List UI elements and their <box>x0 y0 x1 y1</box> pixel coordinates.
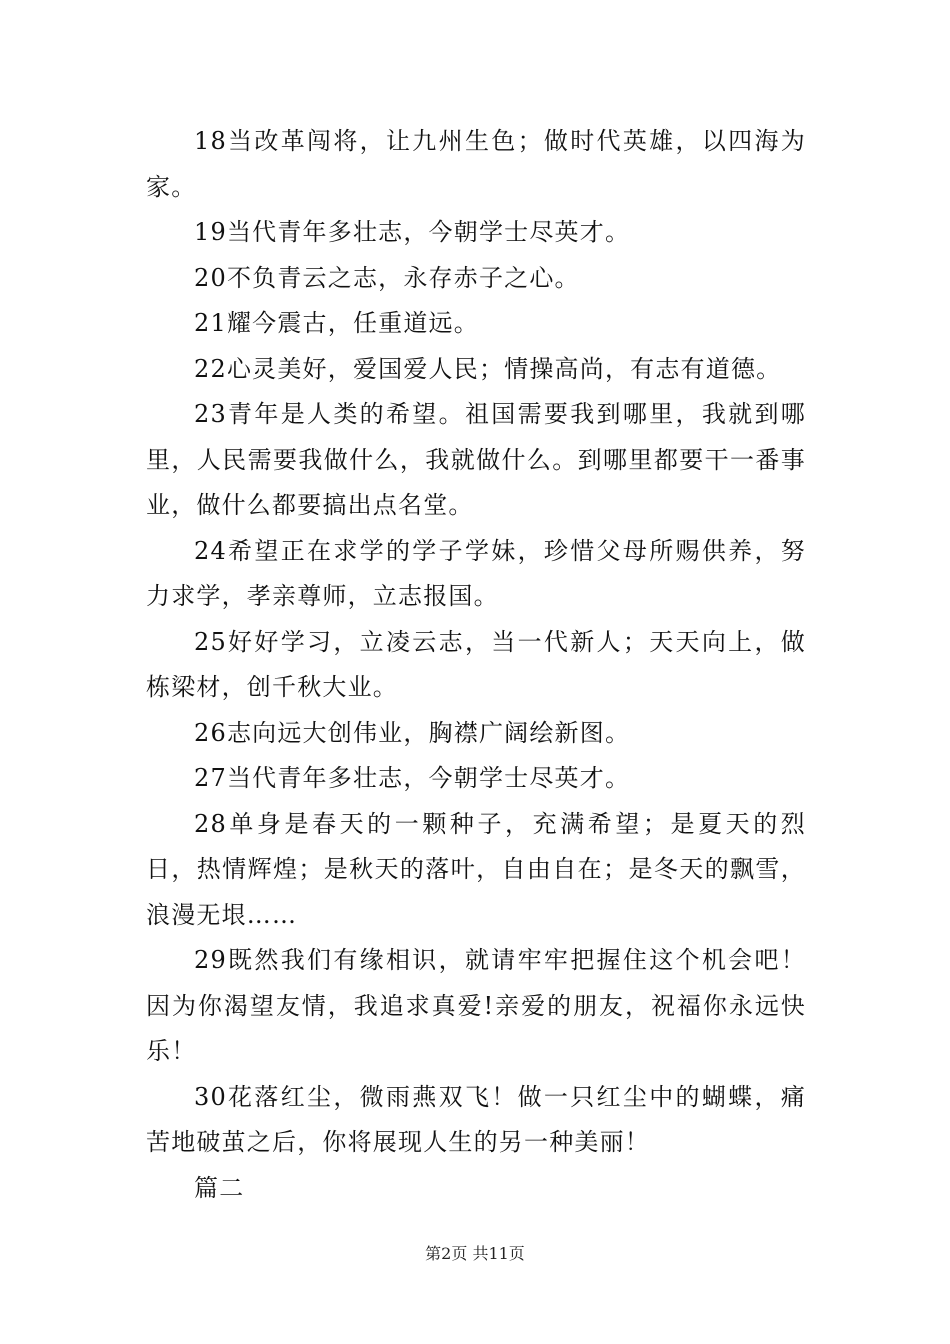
paragraph-25: 25好好学习，立凌云志，当一代新人；天天向上，做栋梁材，创千秋大业。 <box>146 627 806 701</box>
paragraph-18: 18当改革闯将，让九州生色；做时代英雄，以四海为家。 <box>146 127 806 201</box>
paragraph-30: 30花落红尘，微雨燕双飞！做一只红尘中的蝴蝶，痛苦地破茧之后，你将展现人生的另一种美丽！ <box>146 1082 806 1156</box>
document-body <box>146 119 806 1211</box>
paragraph-26: 26志向远大创伟业，胸襟广阔绘新图。 <box>194 718 631 747</box>
section-heading: 篇二 <box>194 1173 245 1202</box>
paragraph-24: 24希望正在求学的学子学妹，珍惜父母所赐供养，努力求学，孝亲尊师，立志报国。 <box>146 536 806 610</box>
paragraph-22: 22心灵美好，爱国爱人民；情操高尚，有志有道德。 <box>194 354 782 383</box>
paragraph-20: 20不负青云之志，永存赤子之心。 <box>194 263 580 292</box>
page-number-footer: 第2页 共11页 <box>425 1244 525 1263</box>
paragraph-21: 21耀今震古，任重道远。 <box>194 309 479 337</box>
paragraph-23: 23青年是人类的希望。祖国需要我到哪里，我就到哪里，人民需要我做什么，我就做什么。到哪里都要干一番事业，做什么都要搞出点名堂。 <box>146 400 806 519</box>
paragraph-19: 19当代青年多壮志，今朝学士尽英才。 <box>194 218 631 246</box>
paragraph-27: 27当代青年多壮志，今朝学士尽英才。 <box>194 764 631 792</box>
paragraph-29: 29既然我们有缘相识，就请牢牢把握住这个机会吧！因为你渴望友情，我追求真爱!亲爱的朋友，祝福你永远快乐！ <box>146 946 806 1065</box>
paragraph-28: 28单身是春天的一颗种子，充满希望；是夏天的烈日，热情辉煌；是秋天的落叶，自由自在；是冬天的飘雪，浪漫无垠…… <box>146 809 806 929</box>
